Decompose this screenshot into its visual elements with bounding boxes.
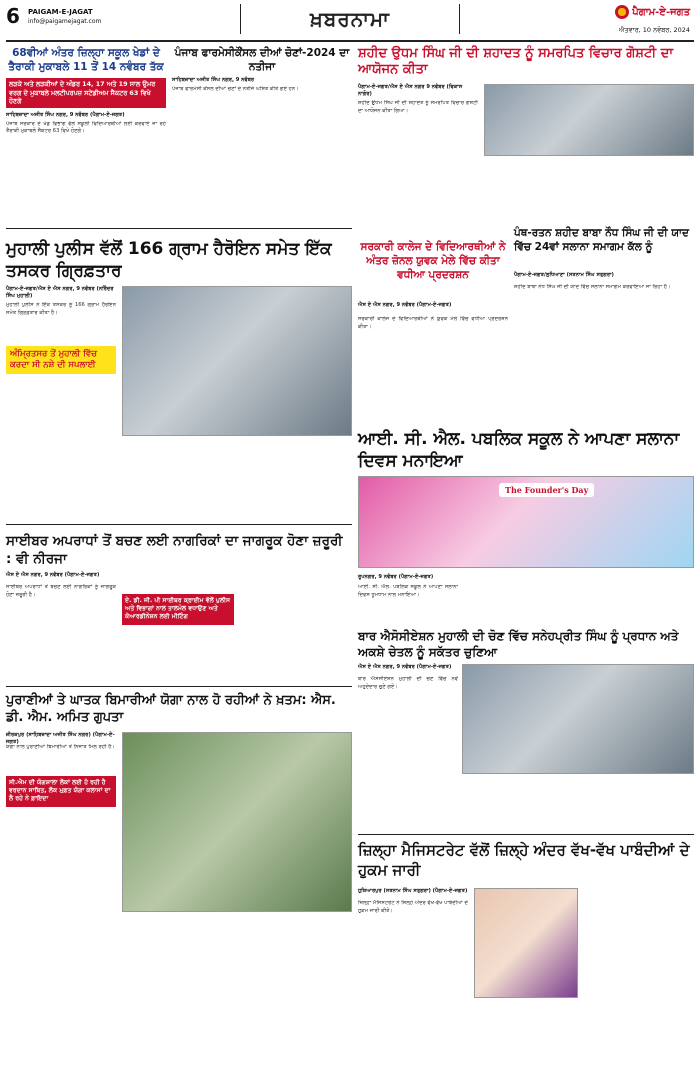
sports-body: ਪੰਜਾਬ ਸਰਕਾਰ ਦੇ ਖੇਡ ਵਿਭਾਗ ਵੱਲੋਂ ਸਕੂਲੀ ਵਿਦਿਆਰਥੀਆਂ ਲਈ ਕਰਵਾਏ ਜਾ ਰਹੇ ਤੈਰਾਕੀ ਮੁਕਾਬਲੇ ਸੈਕਟਰ 63 ਵਿਖੇ ਹੋਣਗੇ। xyxy=(6,120,166,135)
yoga-highlight: ਸੀ.ਐਮ ਦੀ ਯੋਗਸ਼ਾਲਾ ਲੋਕਾਂ ਲਈ ਹੋ ਰਹੀ ਹੈ ਵਰਦਾਨ ਸਾਬਿਤ, ਲੋਕ ਮੁਫ਼ਤ ਯੋਗਾ ਕਲਾਸਾਂ ਦਾ ਲੈ ਰਹੇ ਨੇ ਫ਼ਾਇਦਾ xyxy=(6,776,116,807)
magistrate-body-col1: ਜ਼ਿਲ੍ਹਾ ਮੈਜਿਸਟਰੇਟ ਨੇ ਜ਼ਿਲ੍ਹੇ ਅੰਦਰ ਵੱਖ-ਵੱਖ ਪਾਬੰਦੀਆਂ ਦੇ ਹੁਕਮ ਜਾਰੀ ਕੀਤੇ। xyxy=(358,900,468,914)
logo xyxy=(615,5,690,19)
brand-name: PAIGAM-E-JAGAT xyxy=(28,8,93,16)
magistrate-headline: ਜ਼ਿਲ੍ਹਾ ਮੈਜਿਸਟਰੇਟ ਵੱਲੋਂ ਜ਼ਿਲ੍ਹੇ ਅੰਦਰ ਵੱਖ-ਵੱਖ ਪਾਬੰਦੀਆਂ ਦੇ ਹੁਕਮ ਜਾਰੀ xyxy=(358,841,690,879)
nauddh-byline: ਪੈਗਾਮ-ਏ-ਜਗਤ/ਲੁਧਿਆਣਾ (ਸਤਨਾਮ ਸਿੰਘ ਸਤੁਗਰਾ) xyxy=(514,272,614,278)
icl-photo xyxy=(358,476,694,568)
sports-byline: ਸਾਹਿਬਜ਼ਾਦਾ ਅਜੀਤ ਸਿੰਘ ਨਗਰ, 9 ਨਵੰਬਰ (ਪੈਗਾਮ-ਏ-ਜਗਤ) xyxy=(6,111,125,118)
yoga-body-col1 xyxy=(6,826,116,1076)
heroin-photo xyxy=(122,286,352,436)
heroin-byline: ਪੈਗਾਮ-ਏ-ਜਗਤ/ਐਸ ਏ ਐਸ ਨਗਰ, 9 ਨਵੰਬਰ (ਨਰਿੰਦਰ ਸਿੰਘ ਮੁਹਾਲੀ) xyxy=(6,286,114,299)
sports-headline: 68ਵੀਆਂ ਅੰਤਰ ਜ਼ਿਲ੍ਹਾ ਸਕੂਲ ਖੇਡਾਂ ਦੇ ਤੈਰਾਕੀ ਮੁਕਾਬਲੇ 11 ਤੋਂ 14 ਨਵੰਬਰ ਤੱਕ xyxy=(8,47,164,73)
yoga-headline: ਪੁਰਾਣੀਆਂ ਤੇ ਘਾਤਕ ਬਿਮਾਰੀਆਂ ਯੋਗਾ ਨਾਲ ਹੋ ਰਹੀਆਂ ਨੇ ਖ਼ਤਮ: ਐਸ. ਡੀ. ਐਮ. ਅਮਿਤ ਗੁਪਤਾ xyxy=(6,693,336,725)
cyber-headline: ਸਾਈਬਰ ਅਪਰਾਧਾਂ ਤੋਂ ਬਚਣ ਲਈ ਨਾਗਰਿਕਾਂ ਦਾ ਜਾਗਰੂਕ ਹੋਣਾ ਜ਼ਰੂਰੀ : ਵੀ ਨੀਰਜਾ xyxy=(6,533,343,567)
pharmacy-headline: ਪੰਜਾਬ ਫਾਰਮੇਸੀਕੌਂਸਲ ਦੀਆਂ ਚੋਣਾਂ-2024 ਦਾ ਨਤੀਜਾ xyxy=(174,47,350,73)
yoga-photo xyxy=(122,732,352,912)
icl-body-col1: ਆਈ. ਸੀ. ਐਲ. ਪਬਲਿਕ ਸਕੂਲ ਨੇ ਆਪਣਾ ਸਲਾਨਾ ਦਿਵਸ ਧੂਮਧਾਮ ਨਾਲ ਮਨਾਇਆ। xyxy=(358,584,458,598)
heroin-body-col2 xyxy=(122,440,234,518)
sports-highlight: ਲੜਕੇ ਅਤੇ ਲੜਕੀਆਂ ਦੇ ਅੰਡਰ 14, 17 ਅਤੇ 19 ਸਾਲ ਉਮਰ ਵਰਗ ਦੇ ਮੁਕਾਬਲੇ ਮਲਟੀਪਰਪਜ਼ ਸਟੇਡੀਅਮ ਸੈਕਟਰ 63 ਵਿਖੇ ਹੋਣਗੇ xyxy=(6,78,166,108)
cyber-body-col1: ਸਾਈਬਰ ਅਪਰਾਧਾਂ ਤੋਂ ਬਚਣ ਲਈ ਨਾਗਰਿਕਾਂ ਨੂੰ ਜਾਗਰੂਕ ਹੋਣਾ ਜ਼ਰੂਰੀ ਹੈ। xyxy=(6,584,116,598)
logo-text: ਪੈਗਾਮ-ਏ-ਜਗਤ xyxy=(632,6,690,18)
heroin-pullquote: ਅੰਮ੍ਰਿਤਸਰ ਤੋਂ ਮੁਹਾਲੀ ਵਿੱਚ ਕਰਦਾ ਸੀ ਨਸ਼ੇ ਦੀ ਸਪਲਾਈ xyxy=(6,346,116,374)
heroin-body-col1 xyxy=(6,378,116,518)
icl-photo-banner: The Founder's Day xyxy=(499,483,594,497)
bar-headline: ਬਾਰ ਐਸੋਸੀਏਸ਼ਨ ਮੁਹਾਲੀ ਦੀ ਚੋਣ ਵਿੱਚ ਸਨੇਹਪ੍ਰੀਤ ਸਿੰਘ ਨੂੰ ਪ੍ਰਧਾਨ ਅਤੇ ਅਕਸ਼ੇ ਚੇਤਲ ਨੂੰ ਸਕੱਤਰ ਚੁਣਿਆ xyxy=(358,629,679,659)
header-rule xyxy=(6,40,694,42)
bar-body-col2 xyxy=(462,778,574,828)
separator-2 xyxy=(6,524,352,525)
yoga-body-col2 xyxy=(122,916,234,1076)
udham-body-col2 xyxy=(484,160,694,218)
bar-byline: ਐਸ ਏ ਐਸ ਨਗਰ, 9 ਨਵੰਬਰ (ਪੈਗਾਮ-ਏ-ਜਗਤ) xyxy=(358,664,452,670)
heroin-body-top: ਮੁਹਾਲੀ ਪੁਲੀਸ ਨੇ ਇੱਕ ਤਸਕਰ ਨੂੰ 166 ਗ੍ਰਾਮ ਹੈਰੋਇਨ ਸਮੇਤ ਗ੍ਰਿਫ਼ਤਾਰ ਕੀਤਾ ਹੈ। xyxy=(6,302,116,316)
bar-body-col1: ਬਾਰ ਐਸੋਸੀਏਸ਼ਨ ਮੁਹਾਲੀ ਦੀ ਚੋਣ ਵਿੱਚ ਨਵੇਂ ਅਹੁਦੇਦਾਰ ਚੁਣੇ ਗਏ। xyxy=(358,676,458,690)
heroin-headline: ਮੁਹਾਲੀ ਪੁਲੀਸ ਵੱਲੋਂ 166 ਗ੍ਰਾਮ ਹੈਰੋਇਨ ਸਮੇਤ ਇੱਕ ਤਸਕਰ ਗ੍ਰਿਫ਼ਤਾਰ xyxy=(6,239,332,281)
yoga-body-col3 xyxy=(240,916,352,1076)
magistrate-byline: ਹੁਸ਼ਿਆਰਪੁਰ (ਸਤਨਾਮ ਸਿੰਘ ਸਤੁਗਰਾ) (ਪੈਗਾਮ-ਏ-ਜਗਤ) xyxy=(358,888,468,894)
heroin-body-col3 xyxy=(240,440,352,518)
pharmacy-byline: ਸਾਹਿਬਜ਼ਾਦਾ ਅਜੀਤ ਸਿੰਘ ਨਗਰ, 9 ਨਵੰਬਰ xyxy=(172,77,255,83)
yoga-body-top: ਯੋਗਾ ਨਾਲ ਪੁਰਾਣੀਆਂ ਬਿਮਾਰੀਆਂ ਤੋਂ ਨਿਜਾਤ ਮਿਲ ਰਹੀ ਹੈ। xyxy=(6,744,115,750)
masthead-title: ਖ਼ਬਰਨਾਮਾ xyxy=(240,4,460,34)
icl-body-col3 xyxy=(578,574,694,624)
article-pharmacy xyxy=(172,46,352,236)
udham-body-col1: ਸ਼ਹੀਦ ਉਧਮ ਸਿੰਘ ਜੀ ਦੀ ਸ਼ਹਾਦਤ ਨੂੰ ਸਮਰਪਿਤ ਵਿਚਾਰ ਗੋਸ਼ਟੀ ਦਾ ਆਯੋਜਨ ਕੀਤਾ ਗਿਆ। xyxy=(358,100,478,114)
brand-email[interactable]: info@paigamejagat.com xyxy=(28,18,102,25)
yoga-byline: ਜ਼ੀਰਕਪੁਰ (ਸਾਹਿਬਜ਼ਾਦਾ ਅਜੀਤ ਸਿੰਘ ਨਗਰ) (ਪੈਗਾਮ-ਏ-ਜਗਤ) xyxy=(6,732,115,745)
icl-headline: ਆਈ. ਸੀ. ਐਲ. ਪਬਲਿਕ ਸਕੂਲ ਨੇ ਆਪਣਾ ਸਲਾਨਾ ਦਿਵਸ ਮਨਾਇਆ xyxy=(358,429,680,471)
page-header-left xyxy=(6,4,126,38)
college-headline: ਸਰਕਾਰੀ ਕਾਲੇਜ ਦੇ ਵਿਦਿਆਰਥੀਆਂ ਨੇ ਅੰਤਰ ਜ਼ੋਨਲ ਯੁਵਕ ਮੇਲੇ ਵਿੱਚ ਕੀਤਾ ਵਧੀਆ ਪ੍ਰਦਰਸ਼ਨ xyxy=(360,241,506,281)
college-byline: ਐਸ ਏ ਐਸ ਨਗਰ, 9 ਨਵੰਬਰ (ਪੈਗਾਮ-ਏ-ਜਗਤ) xyxy=(358,302,452,308)
logo-icon xyxy=(615,5,629,19)
cyber-body-col2 xyxy=(122,634,234,678)
magistrate-photo xyxy=(474,888,578,998)
udham-byline: ਪੈਗਾਮ-ਏ-ਜਗਤ/ਐਸ ਏ ਐਸ ਨਗਰ 9 ਨਵੰਬਰ (ਵਿਕਾਸ ਨਾਗੋਰ) xyxy=(358,84,463,97)
separator-3 xyxy=(6,686,352,687)
college-body: ਸਰਕਾਰੀ ਕਾਲੇਜ ਦੇ ਵਿਦਿਆਰਥੀਆਂ ਨੇ ਯੁਵਕ ਮੇਲੇ ਵਿੱਚ ਵਧੀਆ ਪ੍ਰਦਰਸ਼ਨ ਕੀਤਾ। xyxy=(358,316,508,330)
issue-date: ਐਤਵਾਰ, 10 ਨਵੰਬਰ, 2024 xyxy=(618,26,690,34)
bar-body-col3 xyxy=(578,778,694,828)
article-sports xyxy=(6,46,166,191)
separator-1 xyxy=(6,228,352,229)
pharmacy-body: ਪੰਜਾਬ ਫਾਰਮੇਸੀ ਕੌਂਸਲ ਦੀਆਂ ਚੋਣਾਂ ਦੇ ਨਤੀਜੇ ਘੋਸ਼ਿਤ ਕੀਤੇ ਗਏ ਹਨ। xyxy=(172,86,299,92)
nauddh-headline: ਪੰਥ-ਰਤਨ ਸ਼ਹੀਦ ਬਾਬਾ ਨੌਧ ਸਿੰਘ ਜੀ ਦੀ ਯਾਦ ਵਿੱਚ 24ਵਾਂ ਸਲਾਨਾ ਸਮਾਗਮ ਕੱਲ ਨੂੰ xyxy=(514,227,689,253)
nauddh-body: ਸ਼ਹੀਦ ਬਾਬਾ ਨੌਧ ਸਿੰਘ ਜੀ ਦੀ ਯਾਦ ਵਿੱਚ ਸਲਾਨਾ ਸਮਾਗਮ ਕਰਵਾਇਆ ਜਾ ਰਿਹਾ ਹੈ। xyxy=(514,284,671,290)
cyber-highlight: ਏ. ਡੀ. ਜੀ. ਪੀ ਸਾਈਬਰ ਕ੍ਰਾਈਮ ਵੱਲੋਂ ਪੁਲੀਸ ਅਤੇ ਵਿਭਾਗਾਂ ਨਾਲ ਤਾਲਮੇਲ ਵਧਾਉਣ ਅਤੇ ਕੋਆਰਡੀਨੇਸ਼ਨ ਲਈ ਮੀਟਿੰਗ xyxy=(122,594,234,625)
cyber-body-col2-top xyxy=(122,572,234,592)
cyber-byline: ਐਸ ਏ ਐਸ ਨਗਰ, 9 ਨਵੰਬਰ (ਪੈਗਾਮ-ਏ-ਜਗਤ) xyxy=(6,572,100,578)
magistrate-body-col2 xyxy=(474,1002,578,1076)
page-header-right xyxy=(550,4,690,35)
page-number: 6 xyxy=(6,4,20,28)
udham-headline: ਸ਼ਹੀਦ ਉਧਮ ਸਿੰਘ ਜੀ ਦੀ ਸ਼ਹਾਦਤ ਨੂੰ ਸਮਰਪਿਤ ਵਿਚਾਰ ਗੋਸ਼ਟੀ ਦਾ ਆਯੋਜਨ ਕੀਤਾ xyxy=(358,46,674,77)
article-udham xyxy=(358,46,694,78)
cyber-body-col3 xyxy=(240,572,352,678)
udham-photo xyxy=(484,84,694,156)
icl-byline: ਰੂਪਨਗਰ, 9 ਨਵੰਬਰ (ਪੈਗਾਮ-ਏ-ਜਗਤ) xyxy=(358,574,434,580)
separator-4 xyxy=(358,834,694,835)
bar-photo xyxy=(462,664,694,774)
magistrate-body-col3 xyxy=(584,888,694,1076)
icl-body-col2 xyxy=(462,574,574,624)
